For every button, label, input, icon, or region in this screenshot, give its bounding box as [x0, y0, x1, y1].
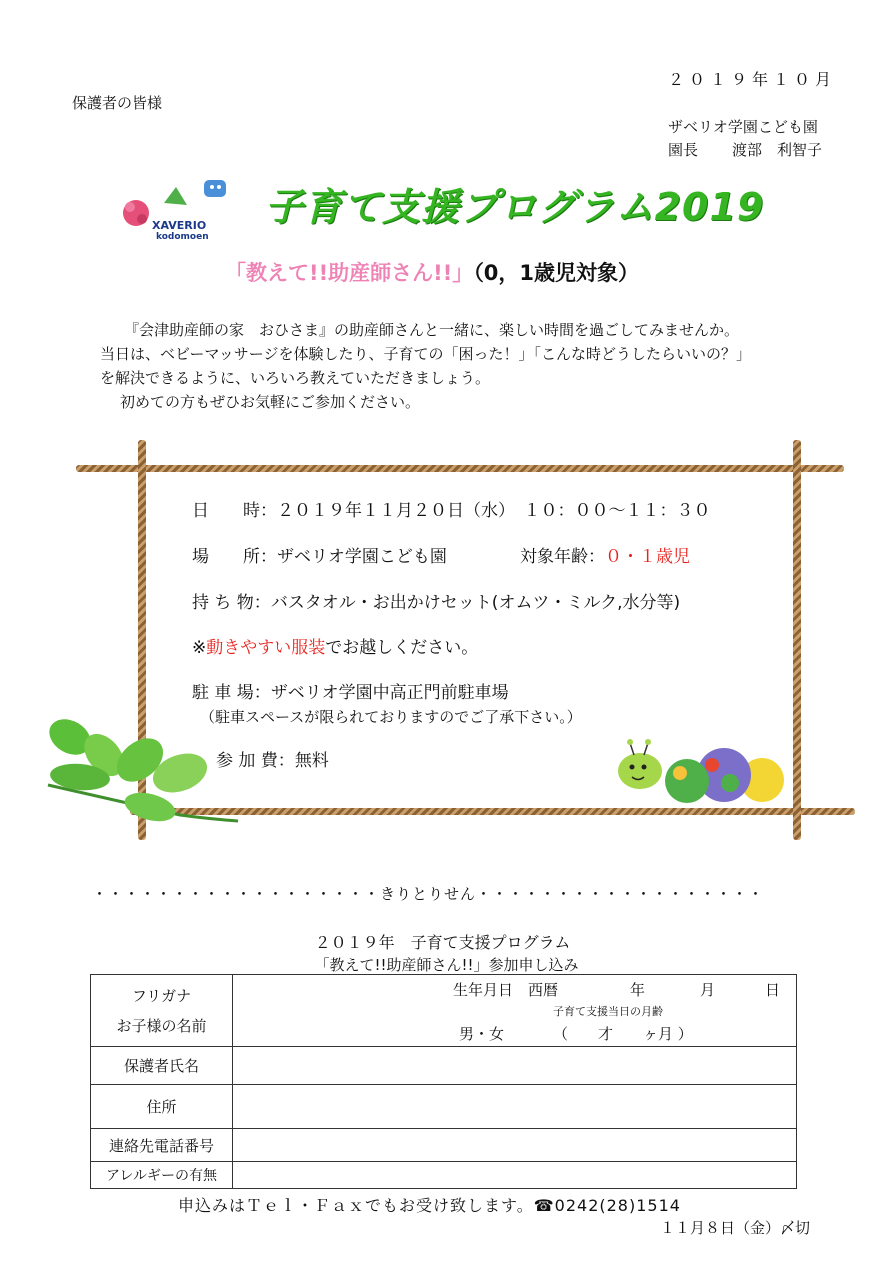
- document-date: ２０１９年１０月: [668, 70, 837, 89]
- birthdate-label: 生年月日 西暦: [453, 981, 559, 999]
- intro-paragraph: [100, 318, 752, 414]
- detail-target-age: [520, 546, 690, 568]
- age-fill: （ 才 ヶ月 ）: [553, 1025, 693, 1043]
- caterpillar-icon: [612, 735, 792, 810]
- detail-items: [192, 592, 680, 614]
- rope-frame-top: [76, 465, 844, 472]
- logo-text-2: kodomoen: [156, 232, 209, 242]
- furigana-label: フリガナ: [131, 986, 192, 1005]
- phone-field[interactable]: [233, 1129, 797, 1162]
- guardian-label: 保護者氏名: [91, 1047, 233, 1085]
- principal-name: 渡部 利智子: [732, 141, 823, 159]
- guardian-field[interactable]: [233, 1047, 797, 1085]
- deadline: １１月８日（金）〆切: [660, 1219, 811, 1237]
- addressee: 保護者の皆様: [72, 94, 163, 112]
- target-value: ０・１歳児: [605, 547, 690, 567]
- child-name-field[interactable]: [233, 975, 797, 1047]
- allergy-field[interactable]: [233, 1162, 797, 1189]
- organization-name: ザベリオ学園こども園: [668, 118, 818, 136]
- form-title-1: ２０１９年 子育て支援プログラム: [314, 933, 571, 952]
- child-name-label-cell: [91, 975, 233, 1047]
- leaves-illustration: [40, 715, 240, 835]
- datetime-label: 日 時：: [192, 501, 277, 521]
- detail-parking: [192, 682, 509, 704]
- address-label: 住所: [91, 1085, 233, 1129]
- program-title: 子育て支援プログラム2019: [265, 185, 765, 229]
- place-value: ザベリオ学園こども園: [277, 547, 447, 567]
- detail-datetime: [192, 500, 711, 522]
- subtitle-quoted: 「教えて!!助産師さん!!」: [225, 261, 474, 285]
- contact-info: 申込みはＴｅｌ・Ｆａｘでもお受け致します。☎0242(28)1514: [178, 1196, 681, 1215]
- note-prefix: ※: [192, 638, 207, 658]
- target-label: 対象年齢：: [520, 547, 605, 567]
- parking-value: ザベリオ学園中高正門前駐車場: [270, 683, 509, 703]
- gender-label: 男・女: [459, 1025, 505, 1043]
- caterpillar-illustration: [612, 735, 792, 810]
- items-label: 持 ち 物：: [192, 593, 271, 613]
- datetime-value: ２０１９年１１月２０日（水） １０：００～１１：３０: [277, 501, 711, 521]
- form-title-2: 「教えて!!助産師さん!!」参加申し込み: [314, 956, 579, 974]
- application-form: [90, 974, 797, 1189]
- age-note: 子育て支援当日の月齢: [553, 1005, 663, 1018]
- leaf-icon: [40, 715, 240, 835]
- items-value: バスタオル・お出かけセット(オムツ・ミルク,水分等): [270, 593, 681, 613]
- intro-line: を解決できるように、いろいろ教えていただきましょう。: [100, 369, 491, 387]
- birth-month-label: 月: [700, 981, 716, 999]
- detail-place: [192, 546, 447, 568]
- principal-line: [668, 140, 822, 160]
- detail-note: [192, 637, 478, 659]
- note-suffix: でお越しください。: [325, 638, 479, 658]
- birth-year-label: 年: [630, 981, 646, 999]
- child-name-label: お子様の名前: [116, 1016, 207, 1035]
- allergy-label: アレルギーの有無: [91, 1162, 233, 1189]
- logo-text-1: XAVERIO: [152, 219, 207, 232]
- intro-line: 当日は、ベビーマッサージを体験したり、子育ての「困った！」「こんな時どうしたらいいの？」: [100, 345, 752, 363]
- fee-label: 参 加 費：: [216, 751, 295, 771]
- cut-line: ・・・・・・・・・・・・・・・・・・きりとりせん・・・・・・・・・・・・・・・・・・: [92, 885, 765, 903]
- phone-label: 連絡先電話番号: [91, 1129, 233, 1162]
- fee-value: 無料: [294, 751, 329, 771]
- note-highlight: 動きやすい服装: [206, 638, 326, 658]
- parking-label: 駐 車 場：: [192, 683, 271, 703]
- subtitle-target: （0，1歳児対象）: [473, 261, 640, 285]
- intro-line: 初めての方もぜひお気軽にご参加ください。: [120, 393, 421, 411]
- rope-frame-right: [793, 440, 801, 840]
- place-label: 場 所：: [192, 547, 277, 567]
- address-field[interactable]: [233, 1085, 797, 1129]
- birth-day-label: 日: [765, 981, 781, 999]
- school-logo: [112, 175, 242, 250]
- principal-title: 園長: [668, 141, 699, 159]
- program-subtitle: [225, 258, 639, 288]
- parking-note: （駐車スペースが限られておりますのでご了承下さい。）: [200, 708, 582, 726]
- intro-line: 『会津助産師の家 おひさま』の助産師さんと一緒に、楽しい時間を過ごしてみませんか。: [124, 321, 740, 339]
